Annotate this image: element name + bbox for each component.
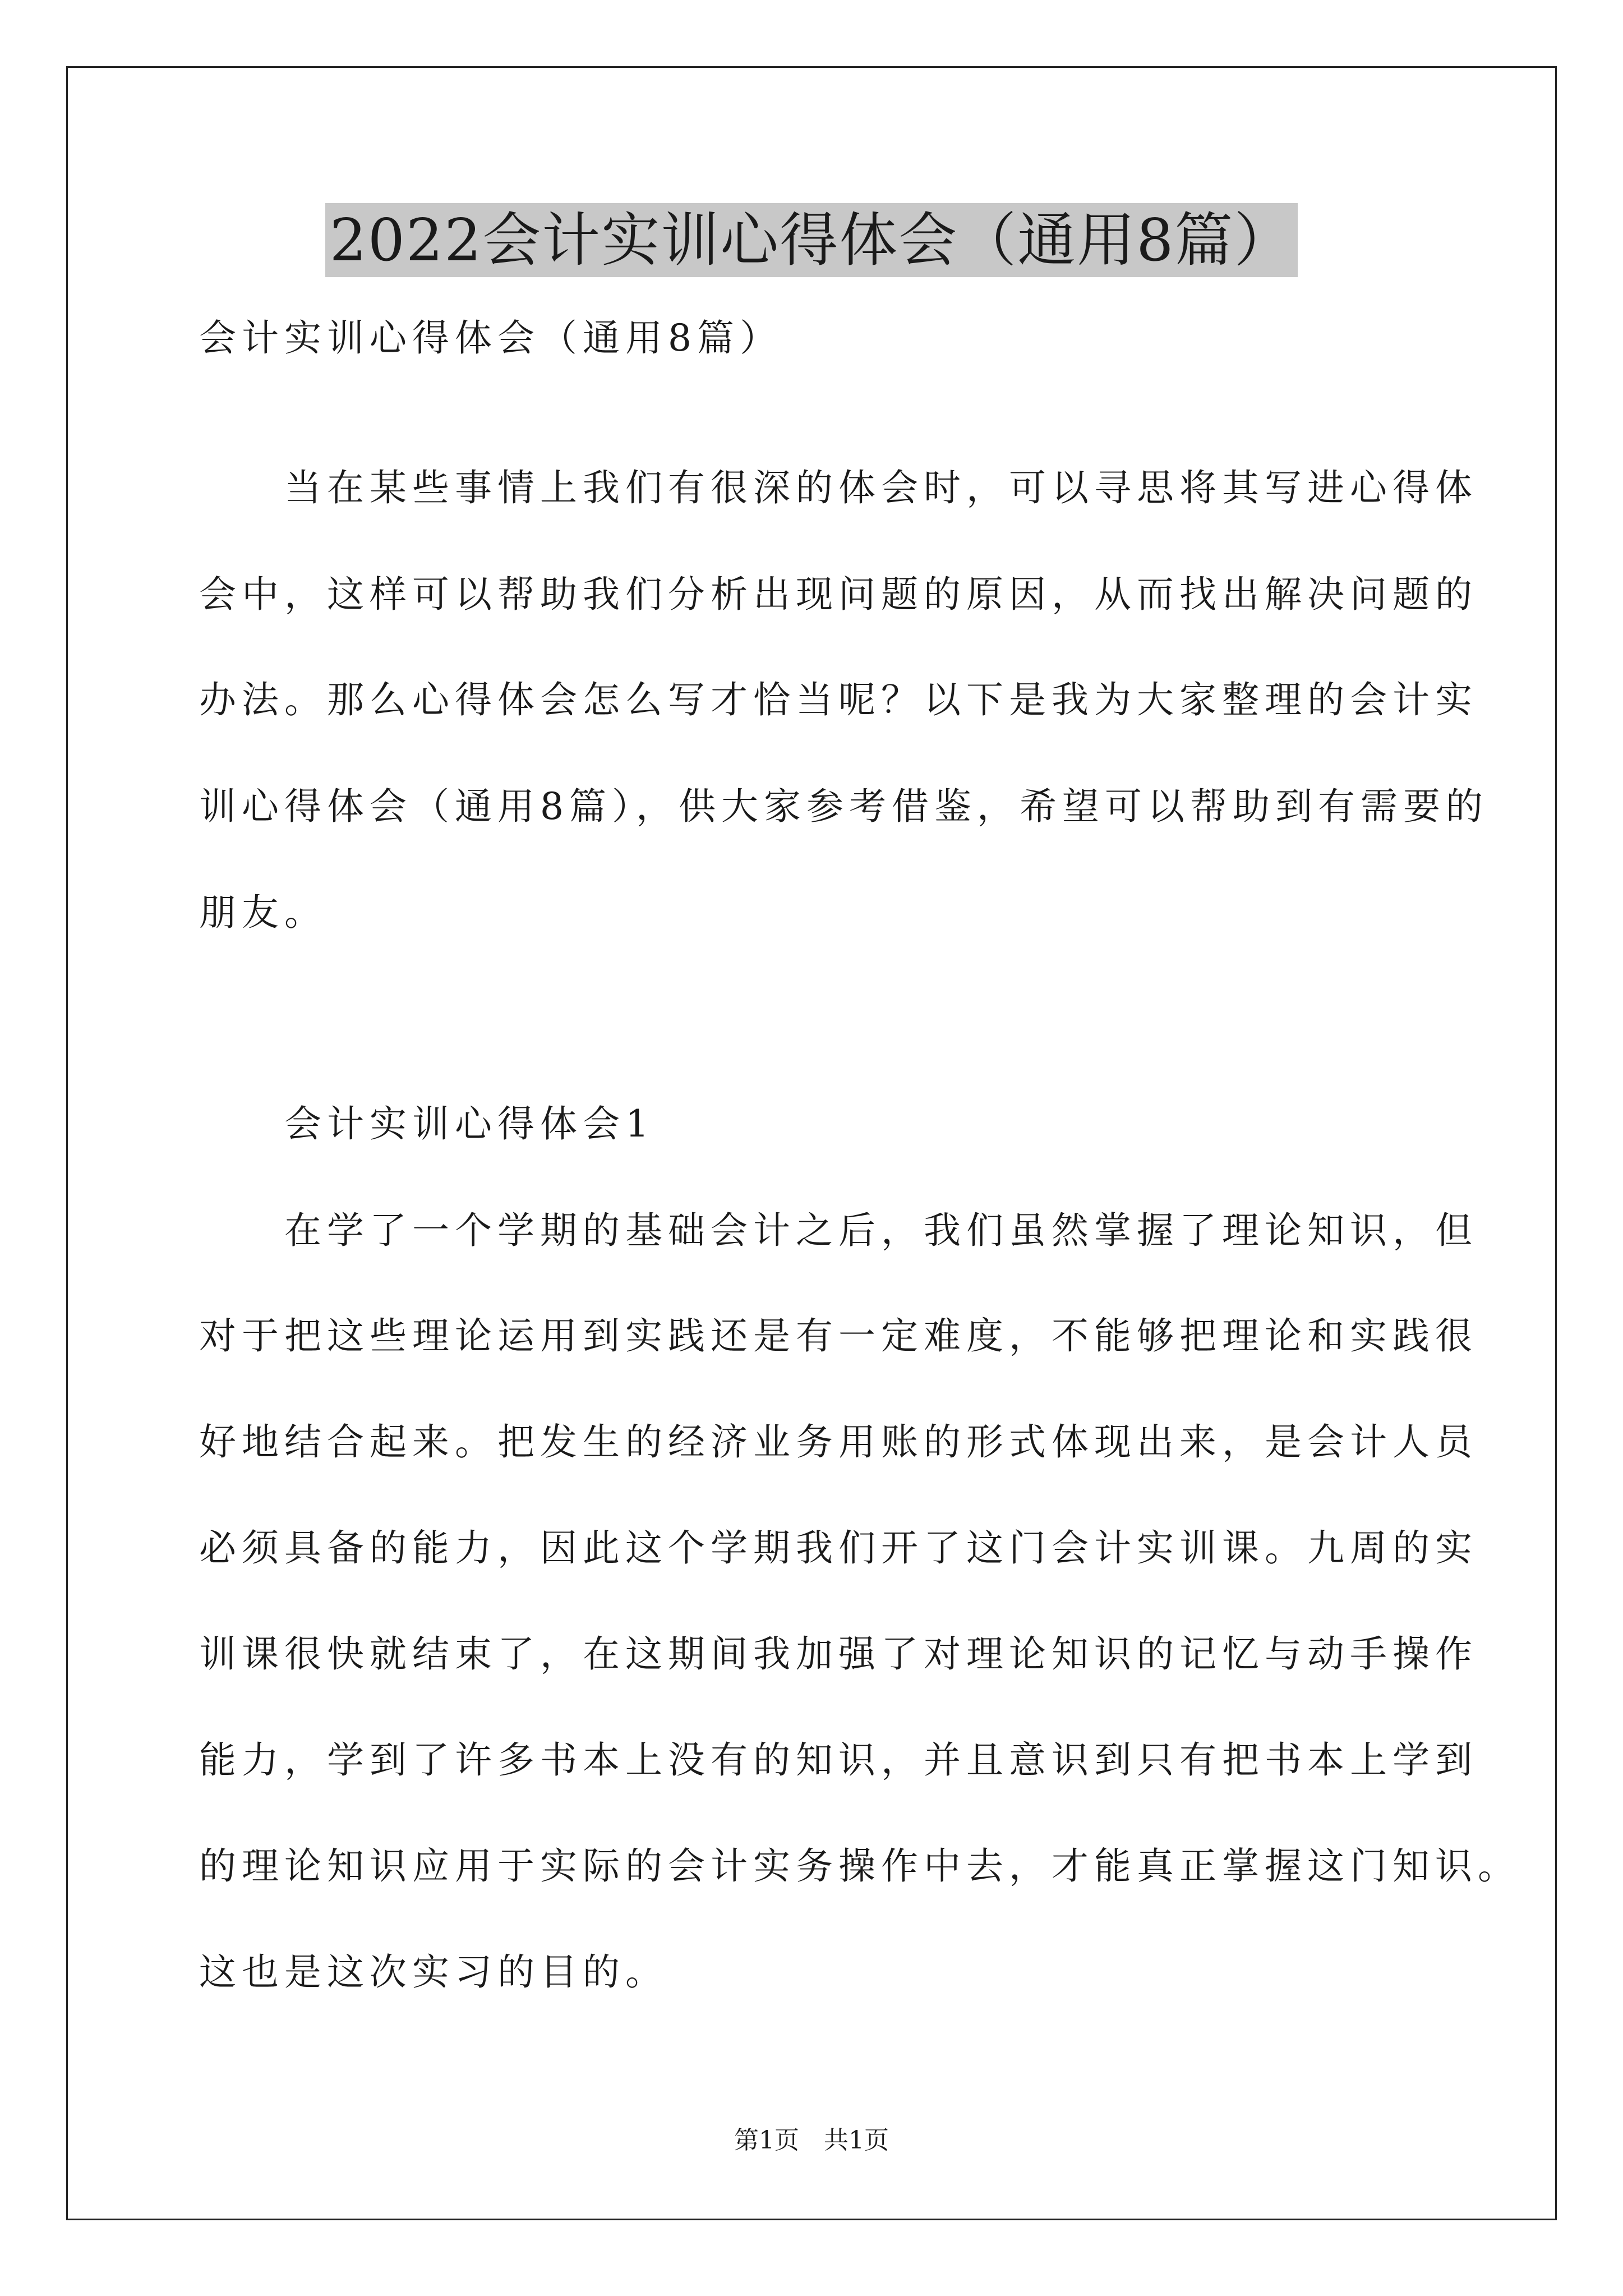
section-heading: 会计实训心得体会1 (199, 1102, 654, 1145)
section-line-2: 对于把这些理论运用到实践还是有一定难度，不能够把理论和实践很 (199, 1314, 1478, 1358)
section-line-6: 能力，学到了许多书本上没有的知识，并且意识到只有把书本上学到 (199, 1738, 1478, 1782)
intro-line-1: 当在某些事情上我们有很深的体会时，可以寻思将其写进心得体 (199, 466, 1478, 509)
title-container (0, 203, 1623, 277)
intro-line-4: 训心得体会（通用8篇），供大家参考借鉴，希望可以帮助到有需要的 (199, 785, 1488, 828)
section-line-8: 这也是这次实习的目的。 (199, 1950, 668, 1994)
intro-line-3: 办法。那么心得体会怎么写才恰当呢？以下是我为大家整理的会计实 (199, 678, 1478, 721)
section-line-1: 在学了一个学期的基础会计之后，我们虽然掌握了理论知识，但 (199, 1209, 1478, 1252)
page-footer: 第1页 共1页 (734, 2126, 889, 2155)
intro-line-5: 朋友。 (199, 891, 327, 934)
document-title: 2022会计实训心得体会（通用8篇） (325, 203, 1298, 277)
intro-line-2: 会中，这样可以帮助我们分析出现问题的原因，从而找出解决问题的 (199, 573, 1478, 616)
section-line-4: 必须具备的能力，因此这个学期我们开了这门会计实训课。九周的实 (199, 1526, 1478, 1570)
document-subtitle: 会计实训心得体会（通用8篇） (199, 316, 782, 360)
section-line-5: 训课很快就结束了，在这期间我加强了对理论知识的记忆与动手操作 (199, 1632, 1478, 1676)
section-line-7: 的理论知识应用于实际的会计实务操作中去，才能真正掌握这门知识。 (199, 1844, 1520, 1888)
section-line-3: 好地结合起来。把发生的经济业务用账的形式体现出来，是会计人员 (199, 1420, 1478, 1464)
